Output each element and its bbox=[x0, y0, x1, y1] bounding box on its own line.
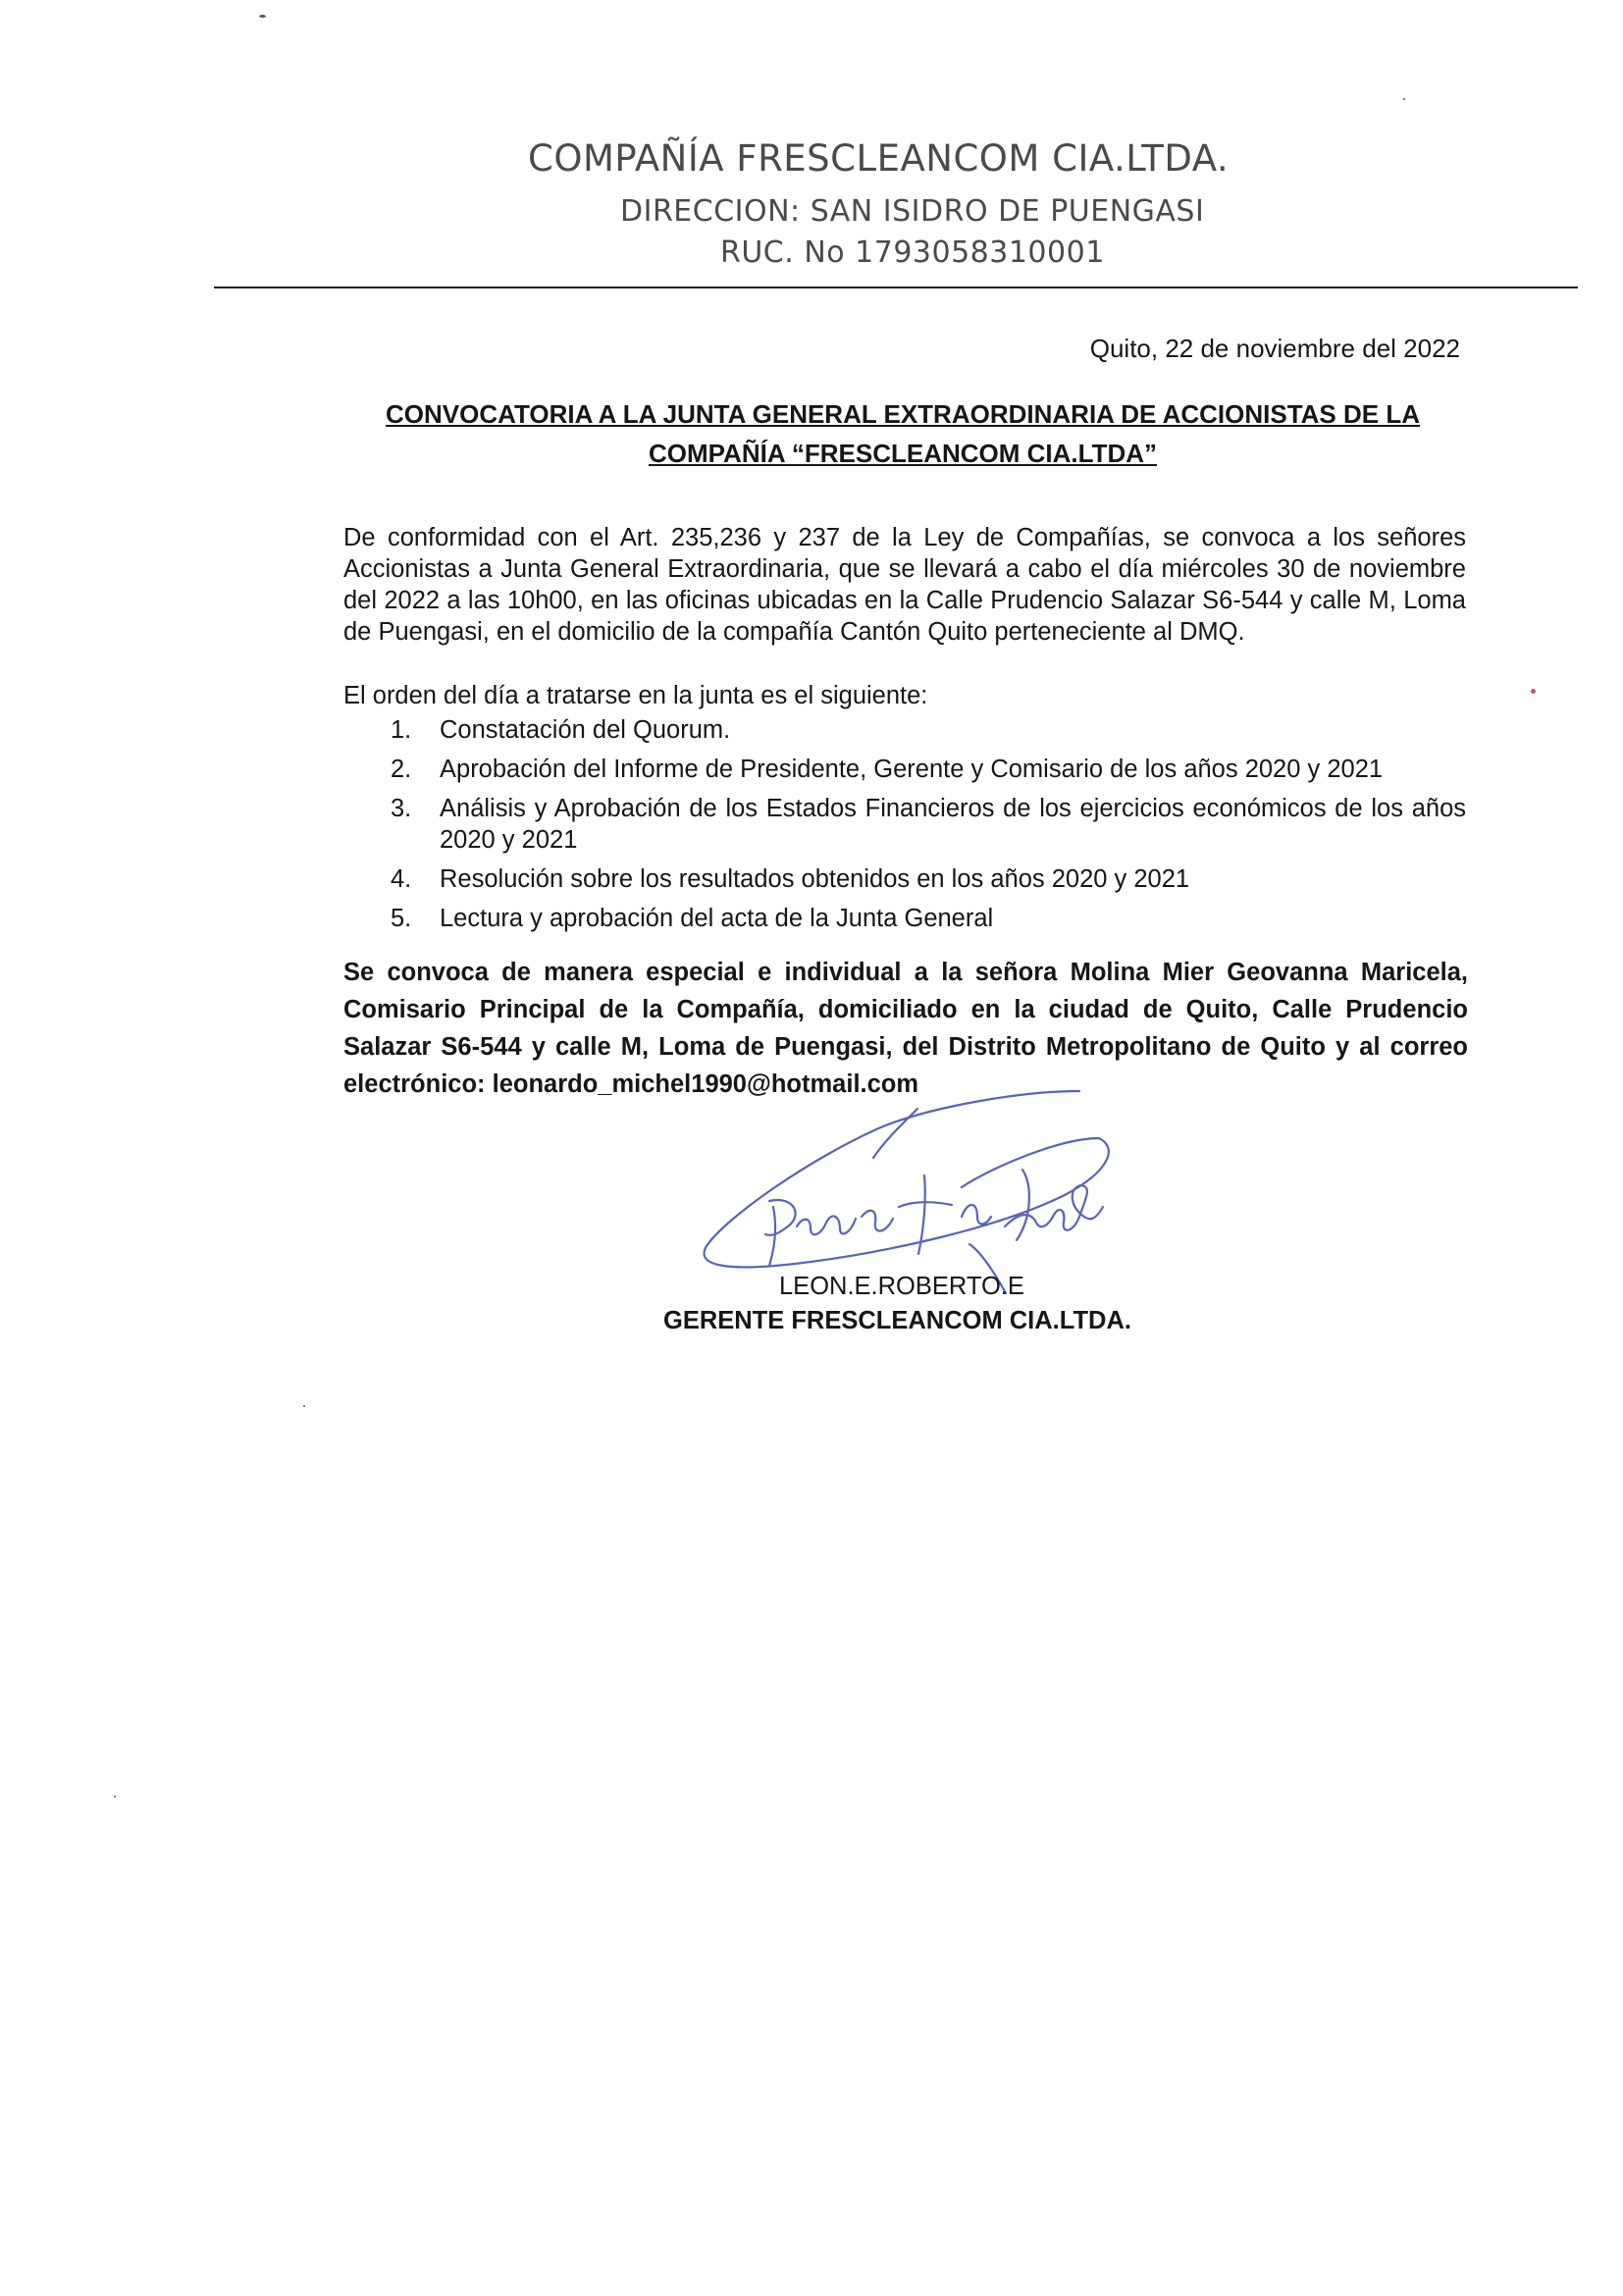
agenda-item bbox=[343, 793, 1466, 856]
special-notice: Se convoca de manera especial e individual a la señora Molina Mier Geovanna Maricela, Comisario Principal de la Compañía, domiciliado en la ciudad de Quito, Calle Prudencio Salazar S6-544 y calle M, Loma de Puengasi, del Distrito Metropolitano de Quito y al correo electrónico: leonardo_michel1990@hotmail.com bbox=[343, 959, 1468, 1098]
agenda-item-text: Resolución sobre los resultados obtenidos en los años 2020 y 2021 bbox=[440, 865, 1190, 893]
signer-name: LEON.E.ROBERTO.E bbox=[779, 1273, 1024, 1300]
company-name: COMPAÑÍA FRESCLEANCOM CIA.LTDA. bbox=[528, 137, 1230, 180]
agenda-item-text: Análisis y Aprobación de los Estados Financieros de los ejercicios económicos de los años 2020 y 2021 bbox=[440, 795, 1466, 854]
agenda-item-number: 1. bbox=[391, 716, 412, 744]
agenda-item-number: 4. bbox=[391, 865, 412, 893]
header-divider bbox=[214, 287, 1578, 288]
scan-speck bbox=[114, 1796, 116, 1798]
agenda-item-number: 2. bbox=[391, 756, 412, 783]
handwritten-signature bbox=[667, 1079, 1128, 1305]
agenda-item bbox=[343, 714, 1466, 746]
document-date: Quito, 22 de noviembre del 2022 bbox=[1089, 334, 1460, 363]
agenda-item-number: 3. bbox=[391, 795, 412, 822]
signer-title: GERENTE FRESCLEANCOM CIA.LTDA. bbox=[663, 1307, 1131, 1334]
agenda-item-text: Lectura y aprobación del acta de la Junta General bbox=[440, 905, 994, 932]
agenda-item bbox=[343, 903, 1466, 934]
agenda-item bbox=[343, 863, 1466, 895]
agenda-item-number: 5. bbox=[391, 905, 412, 932]
agenda-item bbox=[343, 754, 1466, 785]
scan-speck bbox=[1403, 98, 1405, 100]
document-title-line-1: CONVOCATORIA A LA JUNTA GENERAL EXTRAORDINARIA DE ACCIONISTAS DE LA bbox=[386, 399, 1420, 429]
scan-speck bbox=[259, 15, 266, 18]
company-ruc: RUC. No 1793058310001 bbox=[720, 235, 1105, 270]
agenda-intro: El orden del día a tratarse en la junta es el siguiente: bbox=[343, 682, 928, 709]
document-title-line-2: COMPAÑÍA “FRESCLEANCOM CIA.LTDA” bbox=[648, 439, 1158, 468]
scan-speck bbox=[1531, 689, 1536, 694]
agenda-item-text: Aprobación del Informe de Presidente, Gerente y Comisario de los años 2020 y 2021 bbox=[440, 756, 1384, 783]
document-title bbox=[334, 394, 1472, 473]
agenda-list bbox=[343, 714, 1466, 942]
company-address: DIRECCION: SAN ISIDRO DE PUENGASI bbox=[620, 194, 1205, 229]
agenda-item-text: Constatación del Quorum. bbox=[440, 716, 731, 744]
scan-speck bbox=[303, 1405, 305, 1407]
intro-paragraph: De conformidad con el Art. 235,236 y 237 de la Ley de Compañías, se convoca a los señores Accionistas a Junta General Extraordinaria, que se llevará a cabo el día miércoles 30 de noviembre del 2022 a las 10h00, en las oficinas ubicadas en la Calle Prudencio Salazar S6-544 y calle M, Loma de Puengasi, en el domicilio de la compañía Cantón Quito perteneciente al DMQ. bbox=[343, 524, 1466, 646]
